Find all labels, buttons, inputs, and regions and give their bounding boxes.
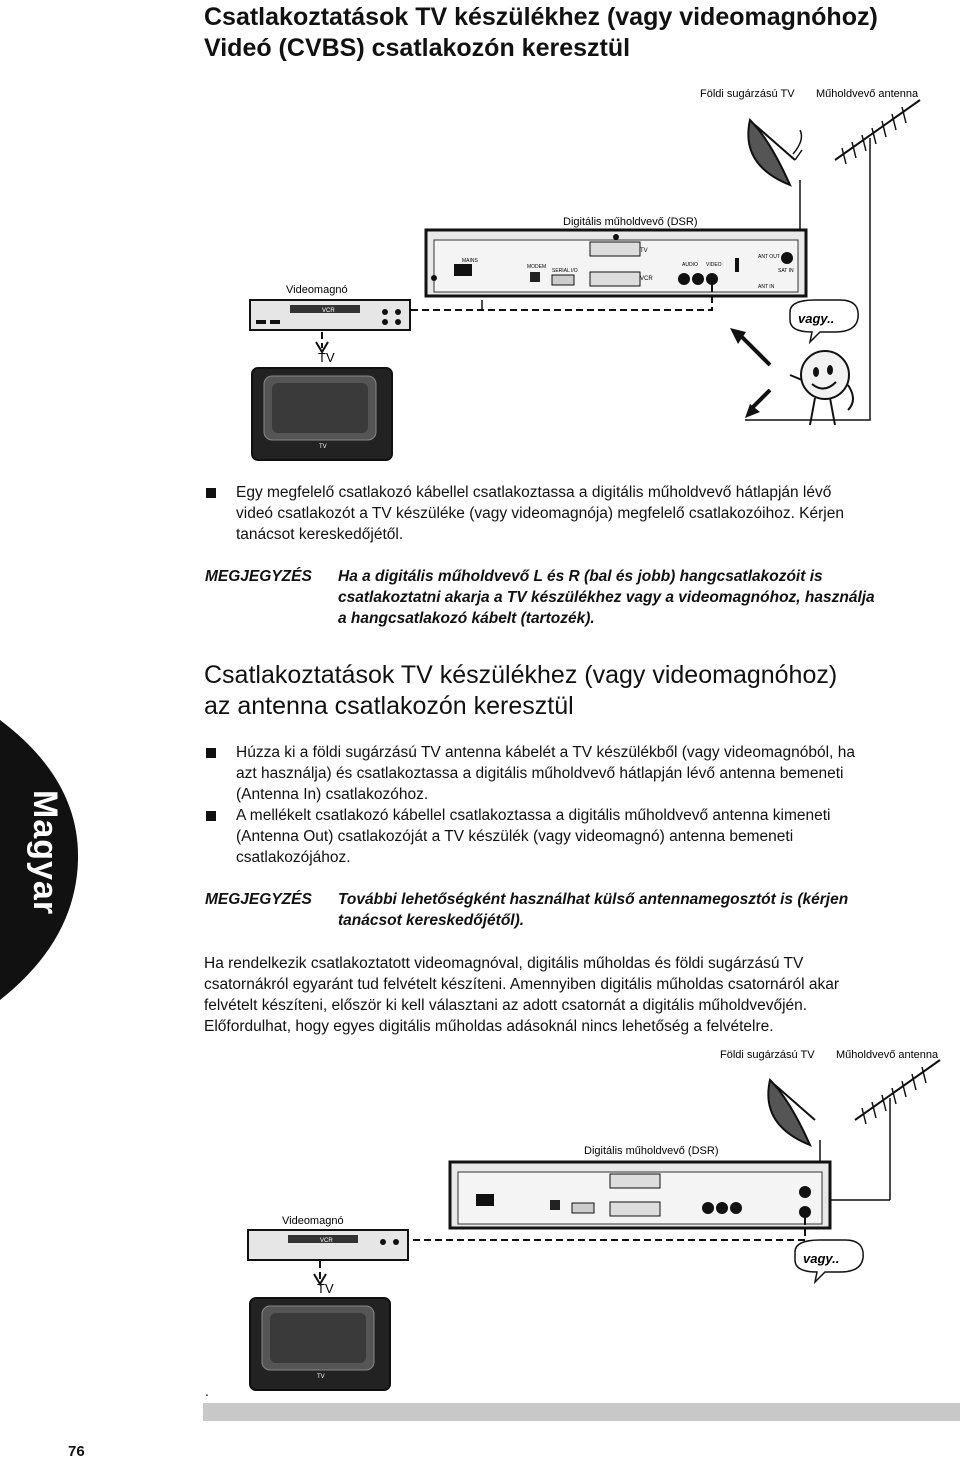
dsr-receiver — [426, 230, 806, 296]
panel-tv: TV — [640, 248, 648, 254]
panel-audio: AUDIO — [682, 262, 698, 268]
note2-line1: További lehetőségként használhat külső antennamegosztót is (kérjen — [338, 891, 849, 908]
note1-line2: csatlakoztatni akarja a TV készülékhez vagy a videomagnóhoz, használja — [338, 589, 875, 606]
diagram1 — [230, 80, 960, 470]
bullet2-1 — [236, 742, 948, 805]
para1 — [236, 482, 946, 545]
para1-line3: tanácsot kereskedőjétől. — [236, 526, 404, 543]
label-dsr: Digitális műholdvevő (DSR) — [584, 1145, 719, 1157]
panel-vcr: VCR — [640, 276, 653, 282]
diagram2-svg — [200, 1040, 960, 1400]
bullet-marker — [206, 748, 216, 758]
label-vcr: Videomagnó — [286, 284, 348, 296]
satellite-dish-icon — [748, 120, 802, 185]
panel-serial: SERIAL I/O — [552, 268, 578, 274]
vcr-badge: VCR — [322, 308, 335, 314]
vcr-device — [250, 300, 410, 330]
section1-title-line1: Csatlakoztatások TV készülékhez (vagy videomagnóhoz) — [204, 3, 878, 31]
tv-antenna-icon — [835, 100, 920, 250]
note1-line1: Ha a digitális műholdvevő L és R (bal és jobb) hangcsatlakozóit is — [338, 568, 823, 585]
diagram1-svg — [230, 80, 960, 470]
tv-set — [252, 368, 392, 460]
para2-line1: Ha rendelkezik csatlakoztatott videomagnóval, digitális műholdas és földi sugárzású TV — [204, 955, 804, 972]
vcr-device — [248, 1230, 408, 1260]
para2-line4: Előfordulhat, hogy egyes digitális műholdas adásoknál nincs lehetőség a felvételre. — [204, 1018, 774, 1035]
section2-title-line1: Csatlakoztatások TV készülékhez (vagy videomagnóhoz) — [204, 661, 838, 689]
note2-line2: tanácsot kereskedőjétől). — [338, 912, 525, 929]
note1-line3: a hangcsatlakozó kábelt (tartozék). — [338, 610, 595, 627]
section1-title — [204, 2, 878, 64]
bullet2-2-line1: A mellékelt csatlakozó kábellel csatlakoztassa a digitális műholdvevő antenna kimeneti — [236, 807, 831, 824]
note1-text — [338, 566, 948, 629]
bullet-marker — [206, 811, 216, 821]
tv-antenna-icon — [830, 1060, 940, 1200]
bullet2-1-line3: (Antenna In) csatlakozóhoz. — [236, 786, 429, 803]
tv-badge: TV — [317, 1374, 325, 1380]
label-vcr: Videomagnó — [282, 1215, 344, 1227]
speech-bubble — [795, 1240, 863, 1282]
panel-ant-in: ANT IN — [758, 284, 775, 290]
note1-label: MEGJEGYZÉS — [205, 568, 312, 585]
panel-modem: MODEM — [527, 264, 547, 270]
label-tv: TV — [318, 350, 335, 365]
bubble-text: vagy.. — [798, 311, 835, 326]
tv-badge: TV — [319, 444, 327, 450]
bullet2-1-line1: Húzza ki a földi sugárzású TV antenna kábelét a TV készülékből (vagy videomagnóból, ha — [236, 744, 855, 761]
mascot-icon — [790, 351, 853, 425]
section2-title — [204, 660, 837, 722]
para2-line3: felvételt készíteni, először ki kell választani az adott csatornát a digitális műholdvevőjén. — [204, 997, 808, 1014]
section2-title-line2: az antenna csatlakozón keresztül — [204, 692, 574, 720]
bullet2-2 — [236, 805, 948, 868]
dsr-receiver — [450, 1162, 830, 1228]
panel-ant-out: ANT OUT — [758, 254, 780, 260]
label-tv: TV — [317, 1281, 334, 1296]
bullet2-2-line2: (Antenna Out) csatlakozóját a TV készülék (vagy videomagnó) antenna bemeneti — [236, 828, 794, 845]
bullet2-2-line3: csatlakozójához. — [236, 849, 351, 866]
section1-title-line2: Videó (CVBS) csatlakozón keresztül — [204, 34, 631, 62]
vcr-badge: VCR — [320, 1238, 333, 1244]
satellite-dish-icon — [768, 1080, 815, 1145]
panel-mains: MAINS — [462, 258, 478, 264]
para1-line1: Egy megfelelő csatlakozó kábellel csatlakoztassa a digitális műholdvevő hátlapján lévő — [236, 484, 832, 501]
bubble-text: vagy.. — [803, 1251, 840, 1266]
label-satellite: Műholdvevő antenna — [836, 1049, 939, 1061]
label-satellite: Műholdvevő antenna — [816, 88, 919, 100]
note2-label: MEGJEGYZÉS — [205, 891, 312, 908]
para2 — [204, 953, 949, 1037]
tv-set — [250, 1298, 390, 1390]
label-terrestrial: Földi sugárzású TV — [700, 88, 795, 100]
note2-text — [338, 889, 948, 931]
bullet2-1-line2: azt használja) és csatlakoztassa a digitális műholdvevő hátlapján lévő antenna bemeneti — [236, 765, 844, 782]
para1-line2: videó csatlakozót a TV készüléke (vagy videomagnója) megfelelő csatlakozóihoz. Kérjen — [236, 505, 844, 522]
dot-mark: . — [205, 1383, 209, 1399]
para2-line2: csatornákról egyaránt tud felvételt készíteni. Amennyiben digitális műholdas csatornáról akar — [204, 976, 839, 993]
side-tab-label: Magyar — [26, 790, 64, 916]
panel-sat-in: SAT IN — [778, 268, 794, 274]
label-dsr: Digitális műholdvevő (DSR) — [563, 216, 698, 228]
footer-bar — [203, 1403, 960, 1421]
diagram2 — [200, 1040, 960, 1400]
panel-video: VIDEO — [706, 262, 722, 268]
speech-bubble — [790, 300, 858, 342]
bullet-marker — [206, 488, 216, 498]
page-number: 76 — [68, 1443, 85, 1460]
label-terrestrial: Földi sugárzású TV — [720, 1049, 815, 1061]
